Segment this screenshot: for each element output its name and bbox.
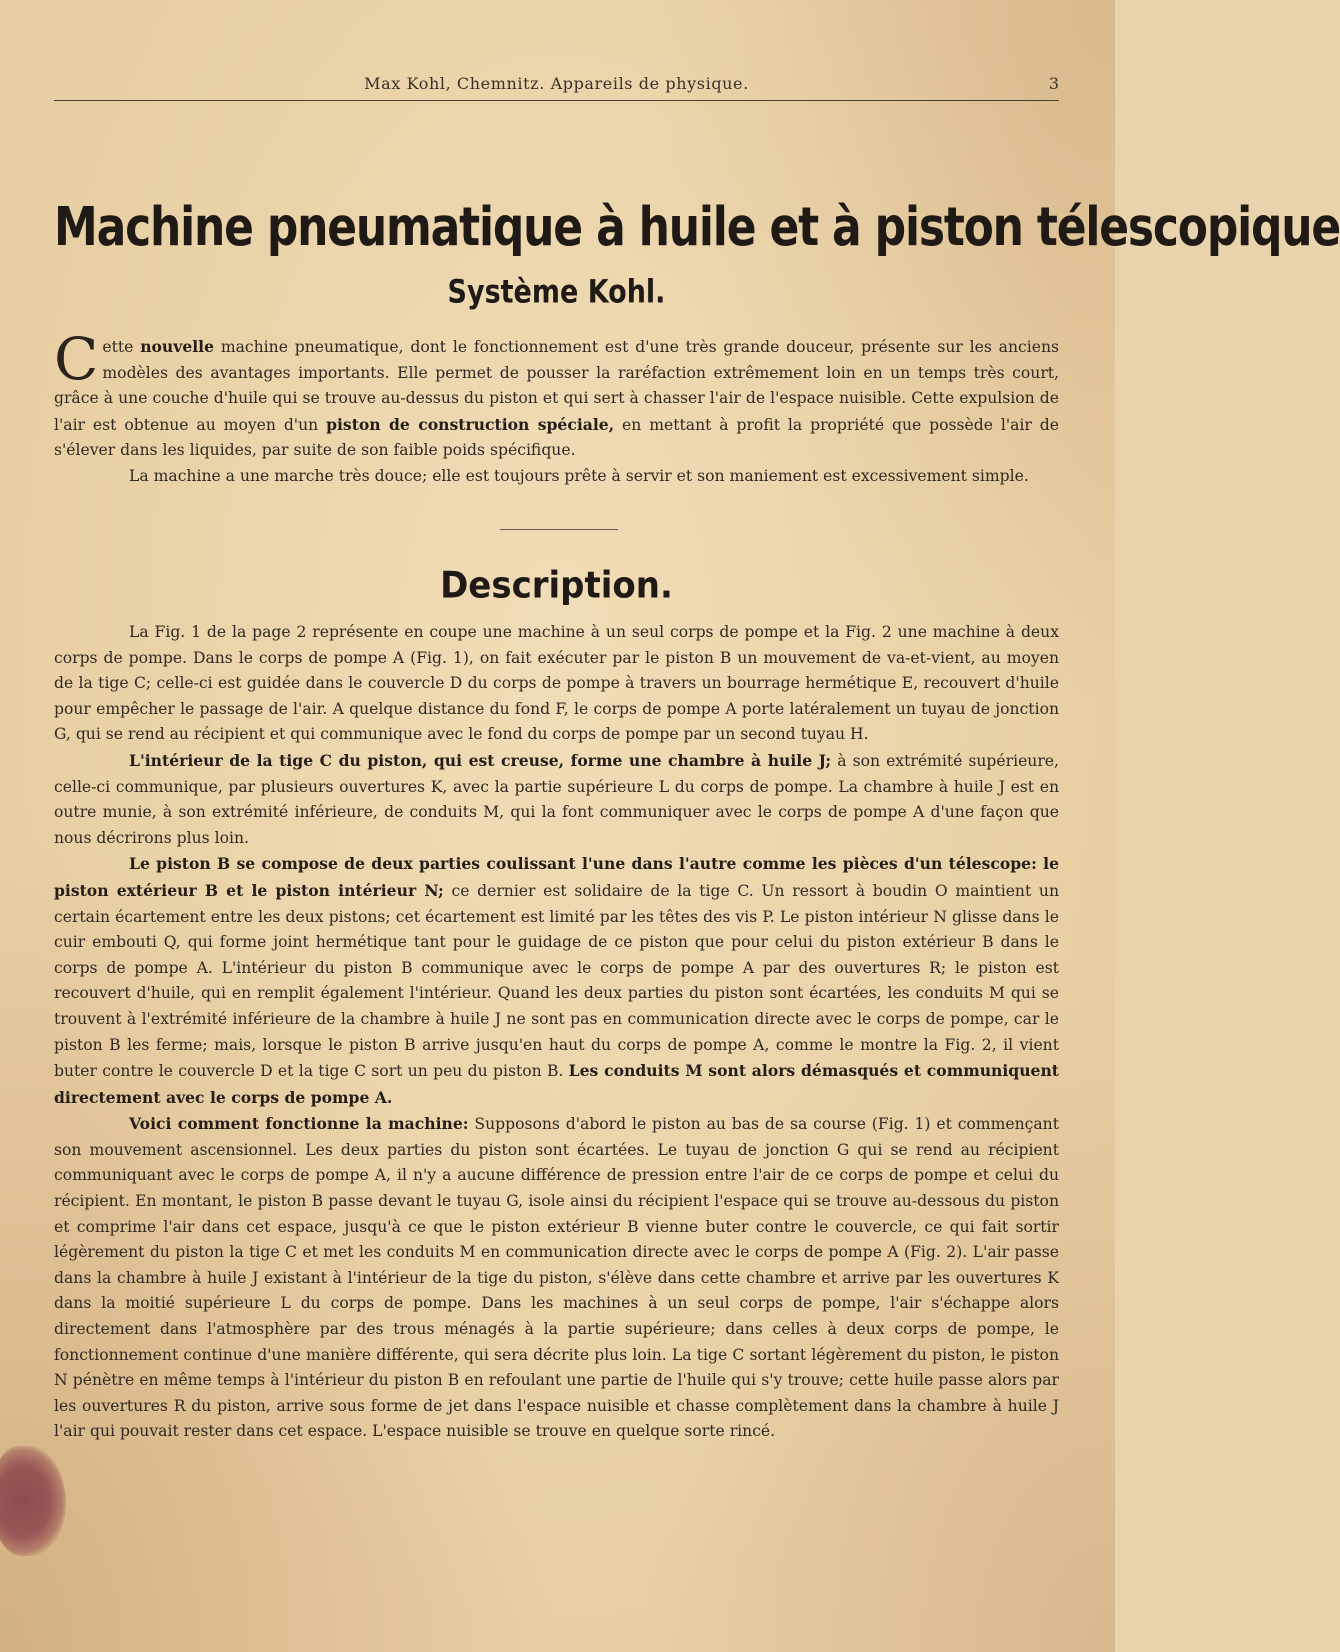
drop-cap: C	[54, 325, 99, 393]
running-header	[54, 72, 1059, 101]
description-paragraph-2	[54, 748, 1059, 851]
paragraph-3-text: ce dernier est solidaire de la tige C. Un ressort à boudin O maintient un certain écartement entre les deux pistons; cet écartement est limité par les têtes des vis P. Le piston intérieur N glisse dans le cuir embouti Q, qui forme joint hermétique tant pour le guidage de ce piston que pour celui du piston extérieur B dans le corps de pompe A. L'intérieur du piston B communique avec le corps de pompe A par des ouvertures R; le piston est recouvert d'huile, qui en remplit également l'intérieur. Quand les deux parties du piston sont écartées, les conduits M qui se trouvent à l'extrémité inférieure de la chambre à huile J ne sont pas en communication directe avec le corps de pompe, car le piston B les ferme; mais, lorsque le piston B arrive jusqu'en haut du corps de pompe A, comme le montre la Fig. 2, il vient buter contre le couvercle D et la tige C sort un peu du piston B.	[54, 881, 1060, 1081]
intro-emphasis-nouvelle: nouvelle	[140, 337, 215, 356]
description-paragraph-1: La Fig. 1 de la page 2 représente en coupe une machine à un seul corps de pompe et la Fig. 2 une machine à deux corps de pompe. Dans le corps de pompe A (Fig. 1), on fait exécuter par le piston B un mouvement de va-et-vient, au moyen de la tige C; celle-ci est guidée dans le couvercle D du corps de pompe à travers un bourrage hermétique E, recouvert d'huile pour empêcher le passage de l'air. A quelque distance du fond F, le corps de pompe A porte latéralement un tuyau de jonction G, qui se rend au récipient et qui communique avec le fond du corps de pompe par un second tuyau H.	[54, 623, 1059, 744]
paragraph-3-conclusion: Les conduits M sont alors démasqués et communiquent directement avec le corps de pompe A.	[54, 1061, 1060, 1107]
page-title: Machine pneumatique à huile et à piston télescopique	[54, 196, 1340, 259]
paragraph-2-text: à son extrémité supérieure, celle-ci communique, par plusieurs ouvertures K, avec la partie supérieure L du corps de pompe. La chambre à huile J est en outre munie, à son extrémité inférieure, de conduits M, qui la font communiquer avec le corps de pompe A d'une façon que nous décrirons plus loin.	[54, 751, 1059, 847]
page-number: 3	[1048, 74, 1059, 93]
paragraph-3-lead: Le piston B se compose de deux parties coulissant l'une dans l'autre comme les pièces d'un télescope: le piston extérieur B et le piston intérieur N;	[54, 854, 1059, 900]
paragraph-2-lead: L'intérieur de la tige C du piston, qui est creuse, forme une chambre à huile J;	[129, 750, 832, 770]
paragraph-4-lead: Voici comment fonctionne la machine:	[129, 1114, 469, 1134]
running-title: Max Kohl, Chemnitz. Appareils de physique.	[364, 74, 749, 93]
intro-paragraph-2: La machine a une marche très douce; elle est toujours prête à servir et son maniement est excessivement simple.	[129, 466, 1029, 485]
description-paragraph-3	[54, 851, 1059, 1111]
page-subtitle: Système Kohl.	[447, 274, 666, 311]
intro-text-a: ette	[102, 338, 141, 356]
section-divider	[500, 529, 618, 530]
intro-text-c: machine pneumatique, dont le fonctionnement est d'une très grande douceur, présente sur les anciens modèles des avantages importants. Elle permet de pousser la raréfaction extrêmement loin en un temps très court, grâce à une couche d'huile qui se trouve au-dessus du piston et qui sert à chasser l'air de l'espace nuisible. Cette expulsion de l'air est obtenue au moyen d'un	[54, 338, 1059, 434]
description-section	[54, 620, 1059, 1445]
description-heading: Description.	[440, 564, 673, 608]
intro-emphasis-piston: piston de construction spéciale,	[326, 414, 615, 434]
red-stain	[0, 1446, 66, 1556]
intro-text-e: en mettant à profit la propriété que possède l'air de s'élever dans les liquides, par suite de son faible poids spécifique.	[54, 415, 1059, 460]
intro-section	[54, 325, 1059, 490]
paragraph-4-text: Supposons d'abord le piston au bas de sa course (Fig. 1) et commençant son mouvement ascensionnel. Les deux parties du piston sont écartées. Le tuyau de jonction G qui se rend au récipient communiquant avec le corps de pompe A, il n'y a aucune différence de pression entre l'air de ce corps de pompe et celui du récipient. En montant, le piston B passe devant le tuyau G, isole ainsi du récipient l'espace qui se trouve au-dessous du piston et comprime l'air dans cet espace, jusqu'à ce que le piston extérieur B vienne buter contre le couvercle, ce qui fait sortir légèrement du piston la tige C et met les conduits M en communication directe avec le corps de pompe A (Fig. 2). L'air passe dans la chambre à huile J existant à l'intérieur de la tige du piston, s'élève dans cette chambre et arrive par les ouvertures K dans la moitié supérieure L du corps de pompe. Dans les machines à un seul corps de pompe, l'air s'échappe alors directement dans l'atmosphère par des trous ménagés à la partie supérieure; dans celles à deux corps de pompe, le fonctionnement continue d'une manière différente, qui sera décrite plus loin. La tige C sortant légèrement du piston, le piston N pénètre en même temps à l'intérieur du piston B en refoulant une partie de l'huile qui s'y trouve; cette huile passe alors par les ouvertures R du piston, arrive sous forme de jet dans l'espace nuisible et chasse complètement dans la chambre à huile J l'air qui pouvait rester dans cet espace. L'espace nuisible se trouve en quelque sorte rincé.	[54, 1115, 1059, 1441]
description-paragraph-4	[54, 1111, 1059, 1445]
intro-paragraph-1	[54, 325, 1059, 464]
